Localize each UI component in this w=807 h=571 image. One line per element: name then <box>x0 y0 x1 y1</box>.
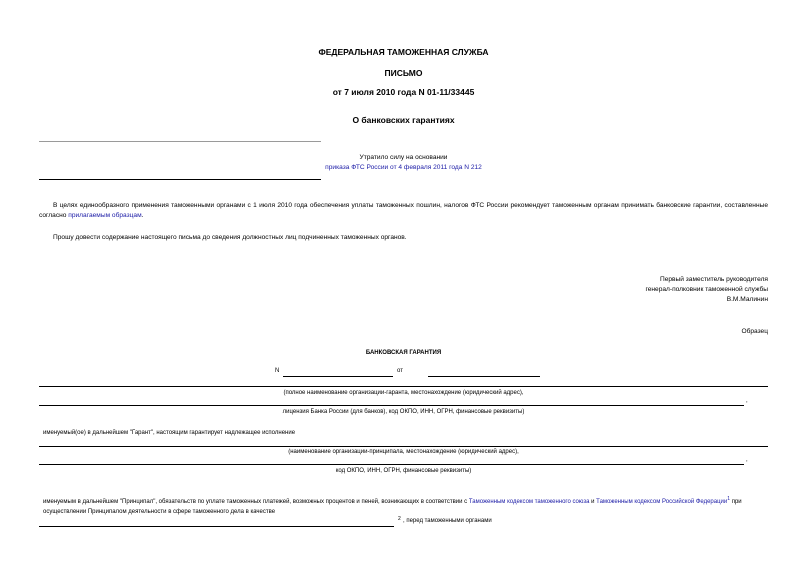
paragraph-2: Прошу довести содержание настоящего письма до сведения должностных лиц подчиненных таможенных органов. <box>53 234 407 241</box>
footnote-1-link[interactable]: 1 <box>727 496 731 502</box>
principal-text <box>43 494 768 517</box>
agency-title: ФЕДЕРАЛЬНАЯ ТАМОЖЕННАЯ СЛУЖБА <box>318 47 489 57</box>
date-field[interactable] <box>428 376 540 377</box>
number-field[interactable] <box>283 376 393 377</box>
activity-field[interactable] <box>39 526 394 527</box>
status-link[interactable]: приказа ФТС России от 4 февраля 2011 года N 212 <box>325 164 482 171</box>
date-label: от <box>397 368 403 374</box>
paragraph-1-end: . <box>141 211 144 219</box>
footnote-2-mark: 2 <box>398 516 401 522</box>
principal-text-end: при осуществлении Принципалом деятельности в сфере таможенного дела в качестве <box>43 499 742 515</box>
guarantor-line-2[interactable] <box>39 405 744 406</box>
paragraph-1 <box>39 201 768 220</box>
customs-code-tc-link[interactable]: Таможенным кодексом таможенного союза <box>468 499 590 505</box>
comma-2: , <box>746 457 748 463</box>
signature-position: Первый заместитель руководителя <box>659 276 768 283</box>
sample-label: Образец <box>741 328 768 335</box>
attached-samples-link[interactable]: прилагаемым образцам <box>68 211 142 219</box>
status-text: Утратило силу на основании <box>359 154 448 161</box>
separator-top <box>39 141 321 142</box>
doc-date-number: от 7 июля 2010 года N 01-11/33445 <box>332 87 475 97</box>
caption-guarantor-name: (полное наименование организации-гаранта, местонахождение (юридический адрес), <box>283 390 524 396</box>
guarantor-text: именуемый(ое) в дальнейшем "Гарант", настоящим гарантирует надлежащее исполнение <box>43 430 296 436</box>
principal-line-1[interactable] <box>39 446 768 447</box>
caption-principal-name: (наименование организации-принципала, местонахождение (юридический адрес), <box>288 449 519 455</box>
paragraph-1-text: В целях единообразного применения таможенными органами с 1 июля 2010 года обеспечения уплаты таможенных пошлин, налогов ФТС России рекомендует таможенным органам принимать банковские гарантии, составленные согласно <box>39 202 768 219</box>
signature-rank: генерал-полковник таможенной службы <box>645 286 768 293</box>
principal-text-and: и <box>589 499 597 505</box>
separator-bottom <box>39 179 321 180</box>
guarantor-line-1[interactable] <box>39 386 768 387</box>
doc-subject: О банковских гарантиях <box>352 115 455 125</box>
guarantee-title: БАНКОВСКАЯ ГАРАНТИЯ <box>365 350 442 356</box>
number-label: N <box>275 368 280 374</box>
caption-guarantor-license: лицензия Банка России (для банков), код ОКПО, ИНН, ОГРН, финансовые реквизиты) <box>282 409 525 415</box>
customs-authorities-text: , перед таможенными органами <box>403 518 492 524</box>
caption-principal-details: код ОКПО, ИНН, ОГРН, финансовые реквизиты) <box>335 468 472 474</box>
customs-code-rf-link[interactable]: Таможенным кодексом Российской Федерации <box>596 499 728 505</box>
principal-line-2[interactable] <box>39 464 744 465</box>
doc-type: ПИСЬМО <box>384 68 423 78</box>
principal-text-start: именуемым в дальнейшем "Принципал", обязательств по уплате таможенных платежей, возможных процентов и пеней, возникающих в соответствии с <box>43 499 469 505</box>
signature-name: В.М.Малинин <box>726 296 768 303</box>
comma-1: , <box>746 398 748 404</box>
